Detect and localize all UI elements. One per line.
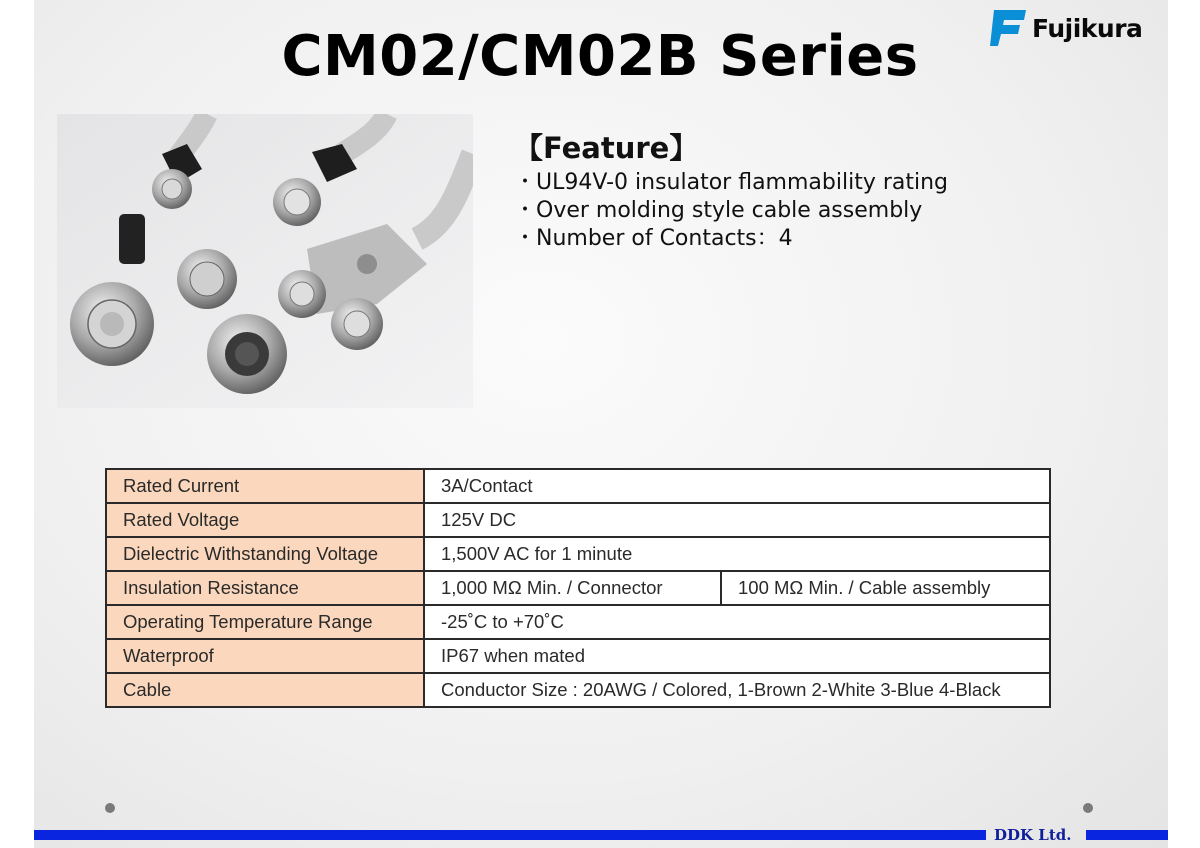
- feature-heading: 【Feature】: [514, 131, 699, 165]
- spec-label: Waterproof: [106, 639, 424, 673]
- spec-value: 3A/Contact: [424, 469, 1050, 503]
- spec-label: Rated Current: [106, 469, 424, 503]
- spec-label: Dielectric Withstanding Voltage: [106, 537, 424, 571]
- feature-item: ・UL94V-0 insulator flammability rating: [514, 170, 949, 195]
- table-row: [106, 537, 1050, 571]
- page-title: CM02/CM02B Series: [281, 24, 919, 89]
- decorative-dot: [105, 803, 115, 813]
- table-row: [106, 673, 1050, 707]
- spec-label: Operating Temperature Range: [106, 605, 424, 639]
- table-row: [106, 503, 1050, 537]
- fujikura-logo: [990, 6, 1170, 50]
- table-row: [106, 639, 1050, 673]
- spec-label: Insulation Resistance: [106, 571, 424, 605]
- logo-text: Fujikura: [1032, 13, 1143, 43]
- footer-bar-right: [1086, 830, 1168, 840]
- spec-value: -25˚C to +70˚C: [424, 605, 1050, 639]
- table-row: [106, 571, 1050, 605]
- spec-value: 1,000 MΩ Min. / Connector: [424, 571, 721, 605]
- feature-item: ・Over molding style cable assembly: [514, 198, 923, 223]
- spec-label: Rated Voltage: [106, 503, 424, 537]
- spec-value: 1,500V AC for 1 minute: [424, 537, 1050, 571]
- spec-value: Conductor Size : 20AWG / Colored, 1-Brown 2-White 3-Blue 4-Black: [424, 673, 1050, 707]
- footer-bar-left: [34, 830, 986, 840]
- spec-label: Cable: [106, 673, 424, 707]
- spec-value: IP67 when mated: [424, 639, 1050, 673]
- footer-company: DDK Ltd.: [994, 826, 1072, 844]
- table-row: [106, 469, 1050, 503]
- fujikura-logo-icon: [990, 8, 1028, 48]
- product-photo: [57, 114, 473, 408]
- spec-value-secondary: 100 MΩ Min. / Cable assembly: [721, 571, 1050, 605]
- feature-item: ・Number of Contacts：4: [514, 226, 793, 251]
- table-row: [106, 605, 1050, 639]
- spec-table: [105, 468, 1051, 708]
- feature-section: [514, 126, 948, 253]
- spec-value: 125V DC: [424, 503, 1050, 537]
- decorative-dot: [1083, 803, 1093, 813]
